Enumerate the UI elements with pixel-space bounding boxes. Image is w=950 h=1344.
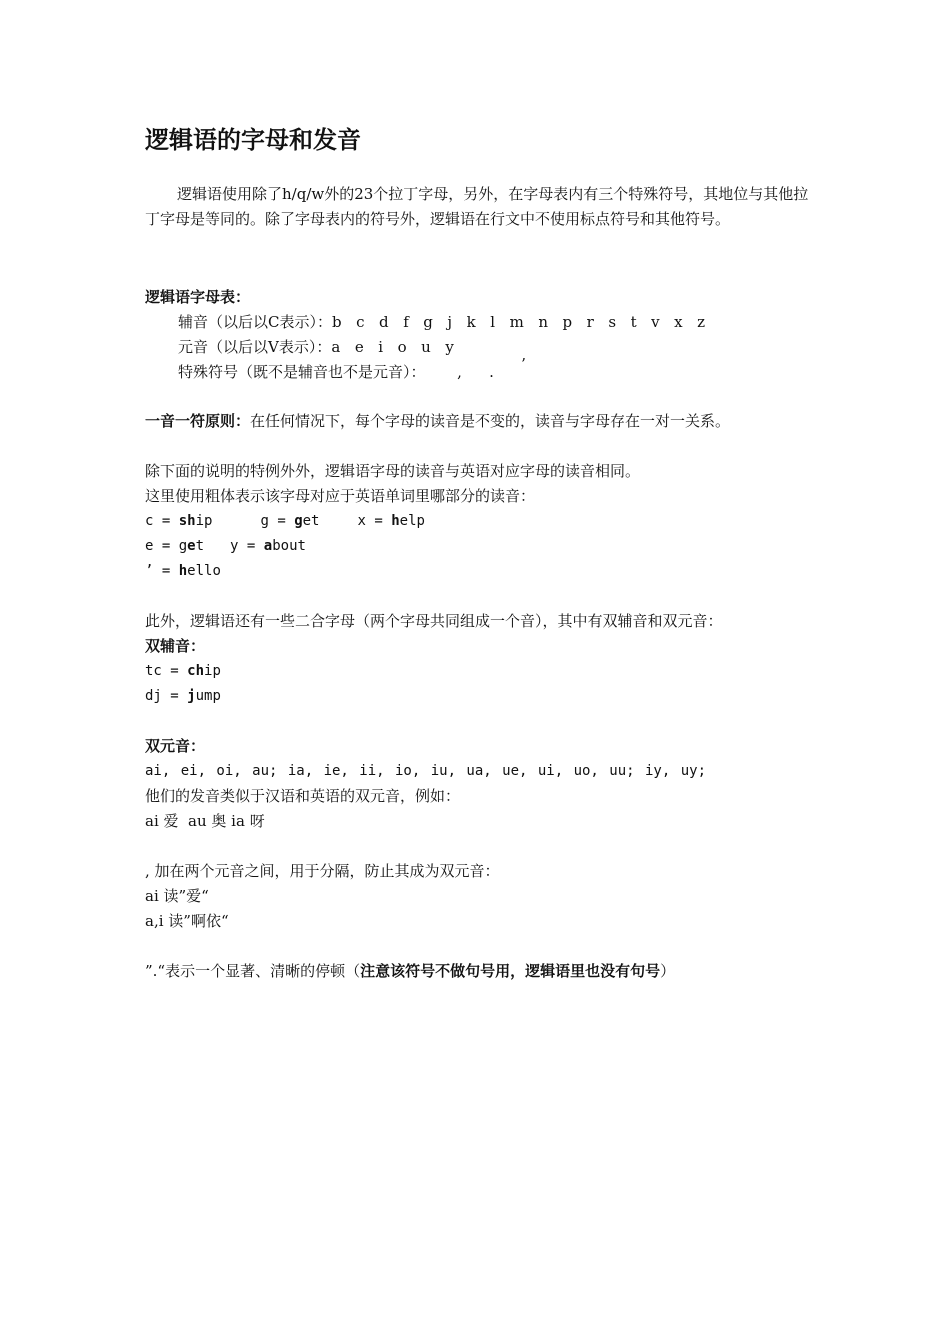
principle-line xyxy=(145,409,730,434)
example-c: c = ship xyxy=(145,513,213,529)
vowels-line xyxy=(178,335,455,360)
period-note-bold: 注意该符号不做句号用，逻辑语里也没有句号 xyxy=(360,962,661,980)
examples-row-3 xyxy=(145,559,221,584)
intro-paragraph: 逻辑语使用除了h/q/w外的23个拉丁字母，另外，在字母表内有三个特殊符号，其地位与其他拉丁字母是等同的。除了字母表内的符号外，逻辑语在行文中不使用标点符号和其他符号。 xyxy=(145,185,809,228)
double-consonants-heading: 双辅音： xyxy=(145,637,206,655)
double-consonant-tc: tc = chip xyxy=(145,663,221,679)
explain-line-2: 这里使用粗体表示该字母对应于英语单词里哪部分的读音： xyxy=(145,487,536,505)
consonants-line xyxy=(178,310,706,335)
alphabet-heading: 逻辑语字母表： xyxy=(145,288,251,306)
principle-text: 在任何情况下，每个字母的读音是不变的，读音与字母存在一对一关系。 xyxy=(250,412,731,430)
special-symbol-apostrophe: ’ xyxy=(521,355,526,373)
consonants-label: 辅音（以后以C表示）： xyxy=(178,313,332,331)
vowels-label: 元音（以后以V表示）： xyxy=(178,338,332,356)
example-g: g = get xyxy=(260,513,320,529)
example-e: e = get xyxy=(145,538,205,554)
special-symbols-line xyxy=(178,355,540,385)
special-label: 特殊符号（既不是辅音也不是元音）： xyxy=(178,363,426,381)
page-title: 逻辑语的字母和发音 xyxy=(145,126,361,154)
comma-note: , 加在两个元音之间，用于分隔，防止其成为双元音： xyxy=(145,862,500,880)
period-note-text: ”.“表示一个显著、清晰的停顿（ xyxy=(145,962,361,980)
comma-example-1: ai 读”爱“ xyxy=(145,887,209,905)
examples-row-2 xyxy=(145,534,306,559)
example-y: y = about xyxy=(230,538,306,554)
explain-line-1: 除下面的说明的特例外外，逻辑语字母的读音与英语对应字母的读音相同。 xyxy=(145,462,641,480)
double-vowels-examples: ai 爱 au 奥 ia 呀 xyxy=(145,812,265,830)
special-symbol-comma: , xyxy=(457,363,462,381)
special-symbol-period: . xyxy=(489,363,494,381)
period-note-close: ） xyxy=(660,962,676,980)
example-apostrophe: ’ = hello xyxy=(145,563,221,579)
double-vowels-heading: 双元音： xyxy=(145,737,206,755)
double-vowels-list: ai, ei, oi, au; ia, ie, ii, io, iu, ua, ue, ui, uo, uu; iy, uy; xyxy=(145,763,707,779)
examples-row-1 xyxy=(145,509,425,534)
comma-example-2: a,i 读”啊依“ xyxy=(145,912,229,930)
principle-label: 一音一符原则： xyxy=(145,412,251,430)
digraph-intro: 此外，逻辑语还有一些二合字母（两个字母共同组成一个音），其中有双辅音和双元音： xyxy=(145,612,723,630)
vowels-letters: a e i o u y xyxy=(331,338,455,356)
example-x: x = help xyxy=(357,513,425,529)
double-consonant-dj: dj = jump xyxy=(145,688,221,704)
consonants-letters: b c d f g j k l m n p r s t v x z xyxy=(331,313,707,331)
period-note xyxy=(145,959,675,984)
double-vowels-note: 他们的发音类似于汉语和英语的双元音，例如： xyxy=(145,787,461,805)
